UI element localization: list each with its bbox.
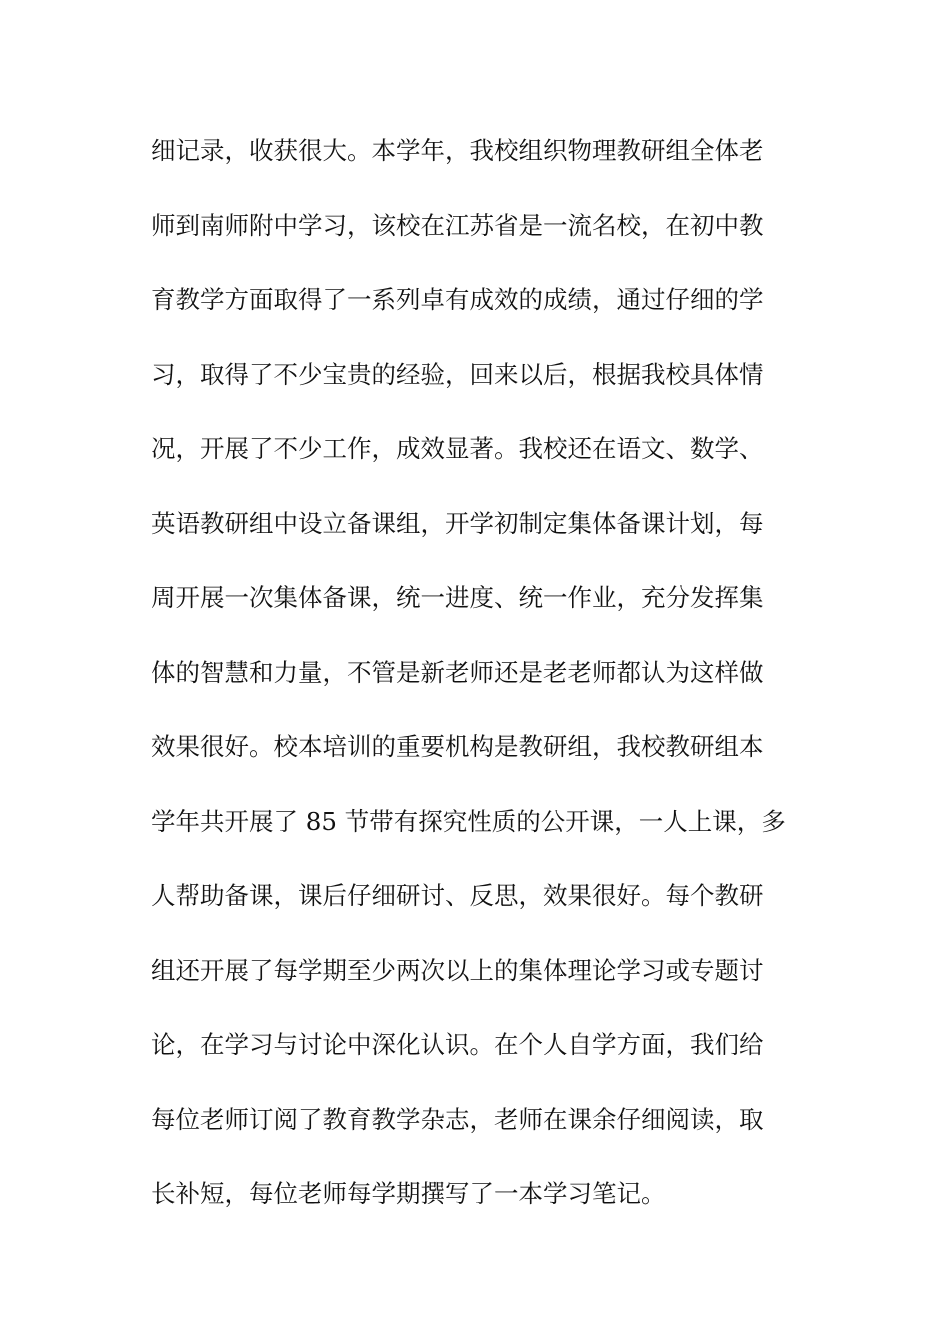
body-paragraph [151, 129, 811, 1247]
text-line: 师到南师附中学习，该校在江苏省是一流名校，在初中教 [151, 210, 764, 240]
text-line: 况，开展了不少工作，成效显著。我校还在语文、数学、 [151, 434, 764, 463]
text-line: 周开展一次集体备课，统一进度、统一作业，充分发挥集 [151, 583, 764, 612]
text-line: 长补短，每位老师每学期撰写了一本学习笔记。 [151, 1179, 666, 1208]
text-line: 英语教研组中设立备课组，开学初制定集体备课计划，每 [151, 508, 764, 538]
text-line: 体的智慧和力量，不管是新老师还是老老师都认为这样做 [151, 657, 764, 687]
text-line: 学年共开展了 85 节带有探究性质的公开课，一人上课，多 [151, 806, 786, 836]
text-line: 习，取得了不少宝贵的经验，回来以后，根据我校具体情 [151, 359, 764, 389]
text-line: 效果很好。校本培训的重要机构是教研组，我校教研组本 [151, 732, 764, 761]
text-line: 组还开展了每学期至少两次以上的集体理论学习或专题讨 [151, 955, 764, 985]
text-line: 论，在学习与讨论中深化认识。在个人自学方面，我们给 [151, 1030, 764, 1059]
text-line: 细记录，收获很大。本学年，我校组织物理教研组全体老 [151, 136, 764, 165]
text-line: 每位老师订阅了教育教学杂志，老师在课余仔细阅读，取 [151, 1104, 764, 1134]
text-line: 人帮助备课，课后仔细研讨、反思，效果很好。每个教研 [151, 881, 764, 910]
text-line: 育教学方面取得了一系列卓有成效的成绩，通过仔细的学 [151, 285, 764, 314]
